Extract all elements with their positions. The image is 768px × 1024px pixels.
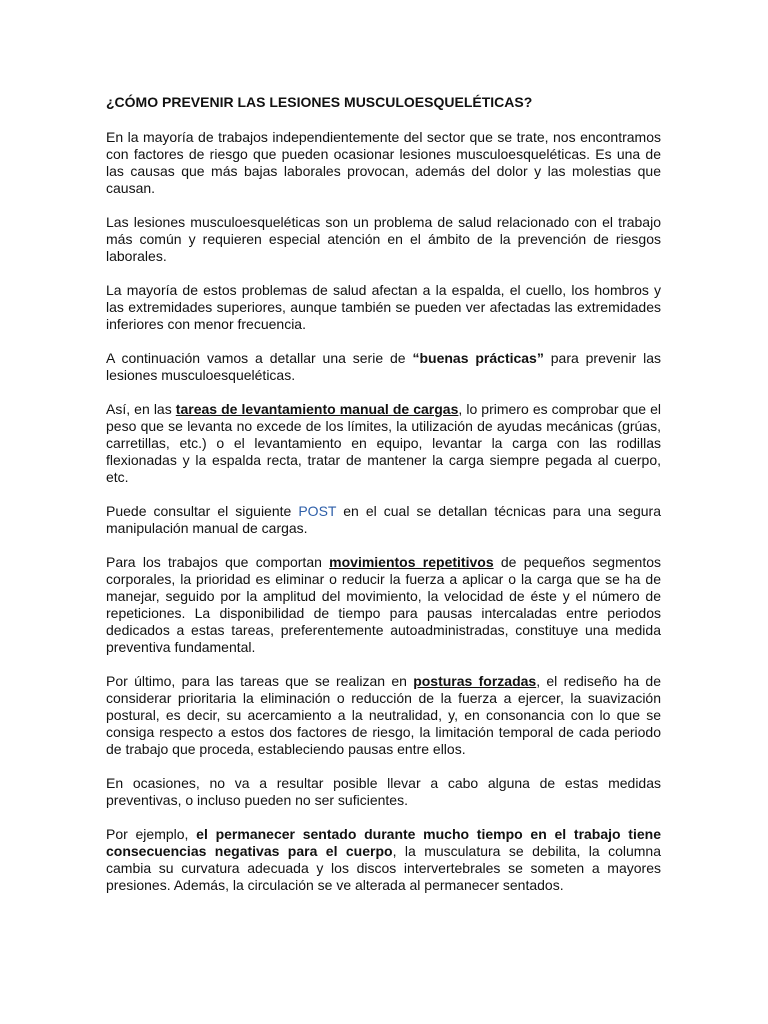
paragraph-forced-postures: [106, 673, 661, 758]
paragraph-repetitive-movements: [106, 554, 661, 656]
paragraph-work-related: Las lesiones musculoesqueléticas son un problema de salud relacionado con el trabajo más común y requieren especial atención en el ámbito de la prevención de riesgos laborales.: [106, 214, 661, 264]
post-link[interactable]: POST: [298, 503, 337, 519]
emphasis-good-practices: “buenas prácticas”: [412, 350, 544, 366]
paragraph-post-reference: [106, 503, 661, 537]
emphasis-repetitive-movements: movimientos repetitivos: [329, 554, 494, 570]
emphasis-manual-lifting: tareas de levantamiento manual de cargas: [175, 401, 459, 417]
paragraph-affected-areas: La mayoría de estos problemas de salud afectan a la espalda, el cuello, los hombros y las extremidades superiores, aunque también se pueden ver afectadas las extremidades inferiores con menor frecuencia.: [106, 282, 661, 332]
text-segment: de pequeños segmentos corporales, la prioridad es eliminar o reducir la fuerza a aplicar o la carga que se ha de manejar, seguido por la amplitud del movimiento, la velocidad de éste y el número de repeticiones. La disponibilidad de tiempo para pausas intercaladas entre periodos dedicados a estas tareas, preferentemente autoadministradas, constituye una medida preventiva fundamental.: [106, 554, 661, 655]
paragraph-good-practices: [106, 350, 661, 384]
text-segment: , lo primero es comprobar que el peso que se levanta no excede de los límites, la utilización de ayudas mecánicas (grúas, carretillas, etc.) o el levantamiento en equipo, levantar la carga con las rodillas flexionadas y la espalda recta, tratar de mantener la carga siempre pegada al cuerpo, etc.: [106, 401, 661, 485]
paragraph-intro: En la mayoría de trabajos independientemente del sector que se trate, nos encontramos con factores de riesgo que pueden ocasionar lesiones musculoesqueléticas. Es una de las causas que más bajas laborales provocan, además del dolor y las molestias que causan.: [106, 129, 661, 196]
text-segment: , la musculatura se debilita, la columna cambia su curvatura adecuada y los discos intervertebrales se someten a mayores presiones. Además, la circulación se ve alterada al permanecer sentados.: [106, 843, 661, 893]
text-segment: A continuación vamos a detallar una serie de: [106, 350, 413, 366]
document-page: [106, 94, 661, 911]
text-segment: Puede consultar el siguiente: [106, 503, 299, 519]
text-segment: para prevenir las lesiones musculoesqueléticas.: [106, 350, 662, 383]
text-segment: , el rediseño ha de considerar prioritaria la eliminación o reducción de la fuerza a ejercer, la suavización postural, es decir, su acercamiento a la neutralidad, y, en consonancia con lo que se consiga respecto a estos dos factores de riesgo, la limitación temporal de cada periodo de trabajo que proceda, estableciendo pausas entre ellos.: [106, 673, 661, 757]
text-segment: Así, en las: [106, 401, 176, 417]
text-segment: Por ejemplo,: [106, 826, 197, 842]
paragraph-sitting: [106, 826, 661, 894]
paragraph-insufficient-measures: En ocasiones, no va a resultar posible llevar a cabo alguna de estas medidas preventivas, o incluso pueden no ser suficientes.: [106, 775, 661, 808]
emphasis-sitting: el permanecer sentado durante mucho tiempo en el trabajo tiene consecuencias negativas para el cuerpo: [106, 826, 661, 859]
emphasis-forced-postures: posturas forzadas: [413, 673, 537, 689]
text-segment: en el cual se detallan técnicas para una segura manipulación manual de cargas.: [106, 503, 661, 536]
paragraph-manual-lifting: [106, 401, 661, 486]
text-segment: Para los trabajos que comportan: [106, 554, 330, 570]
text-segment: Por último, para las tareas que se realizan en: [106, 673, 414, 689]
document-title: ¿CÓMO PREVENIR LAS LESIONES MUSCULOESQUELÉTICAS?: [106, 94, 533, 110]
